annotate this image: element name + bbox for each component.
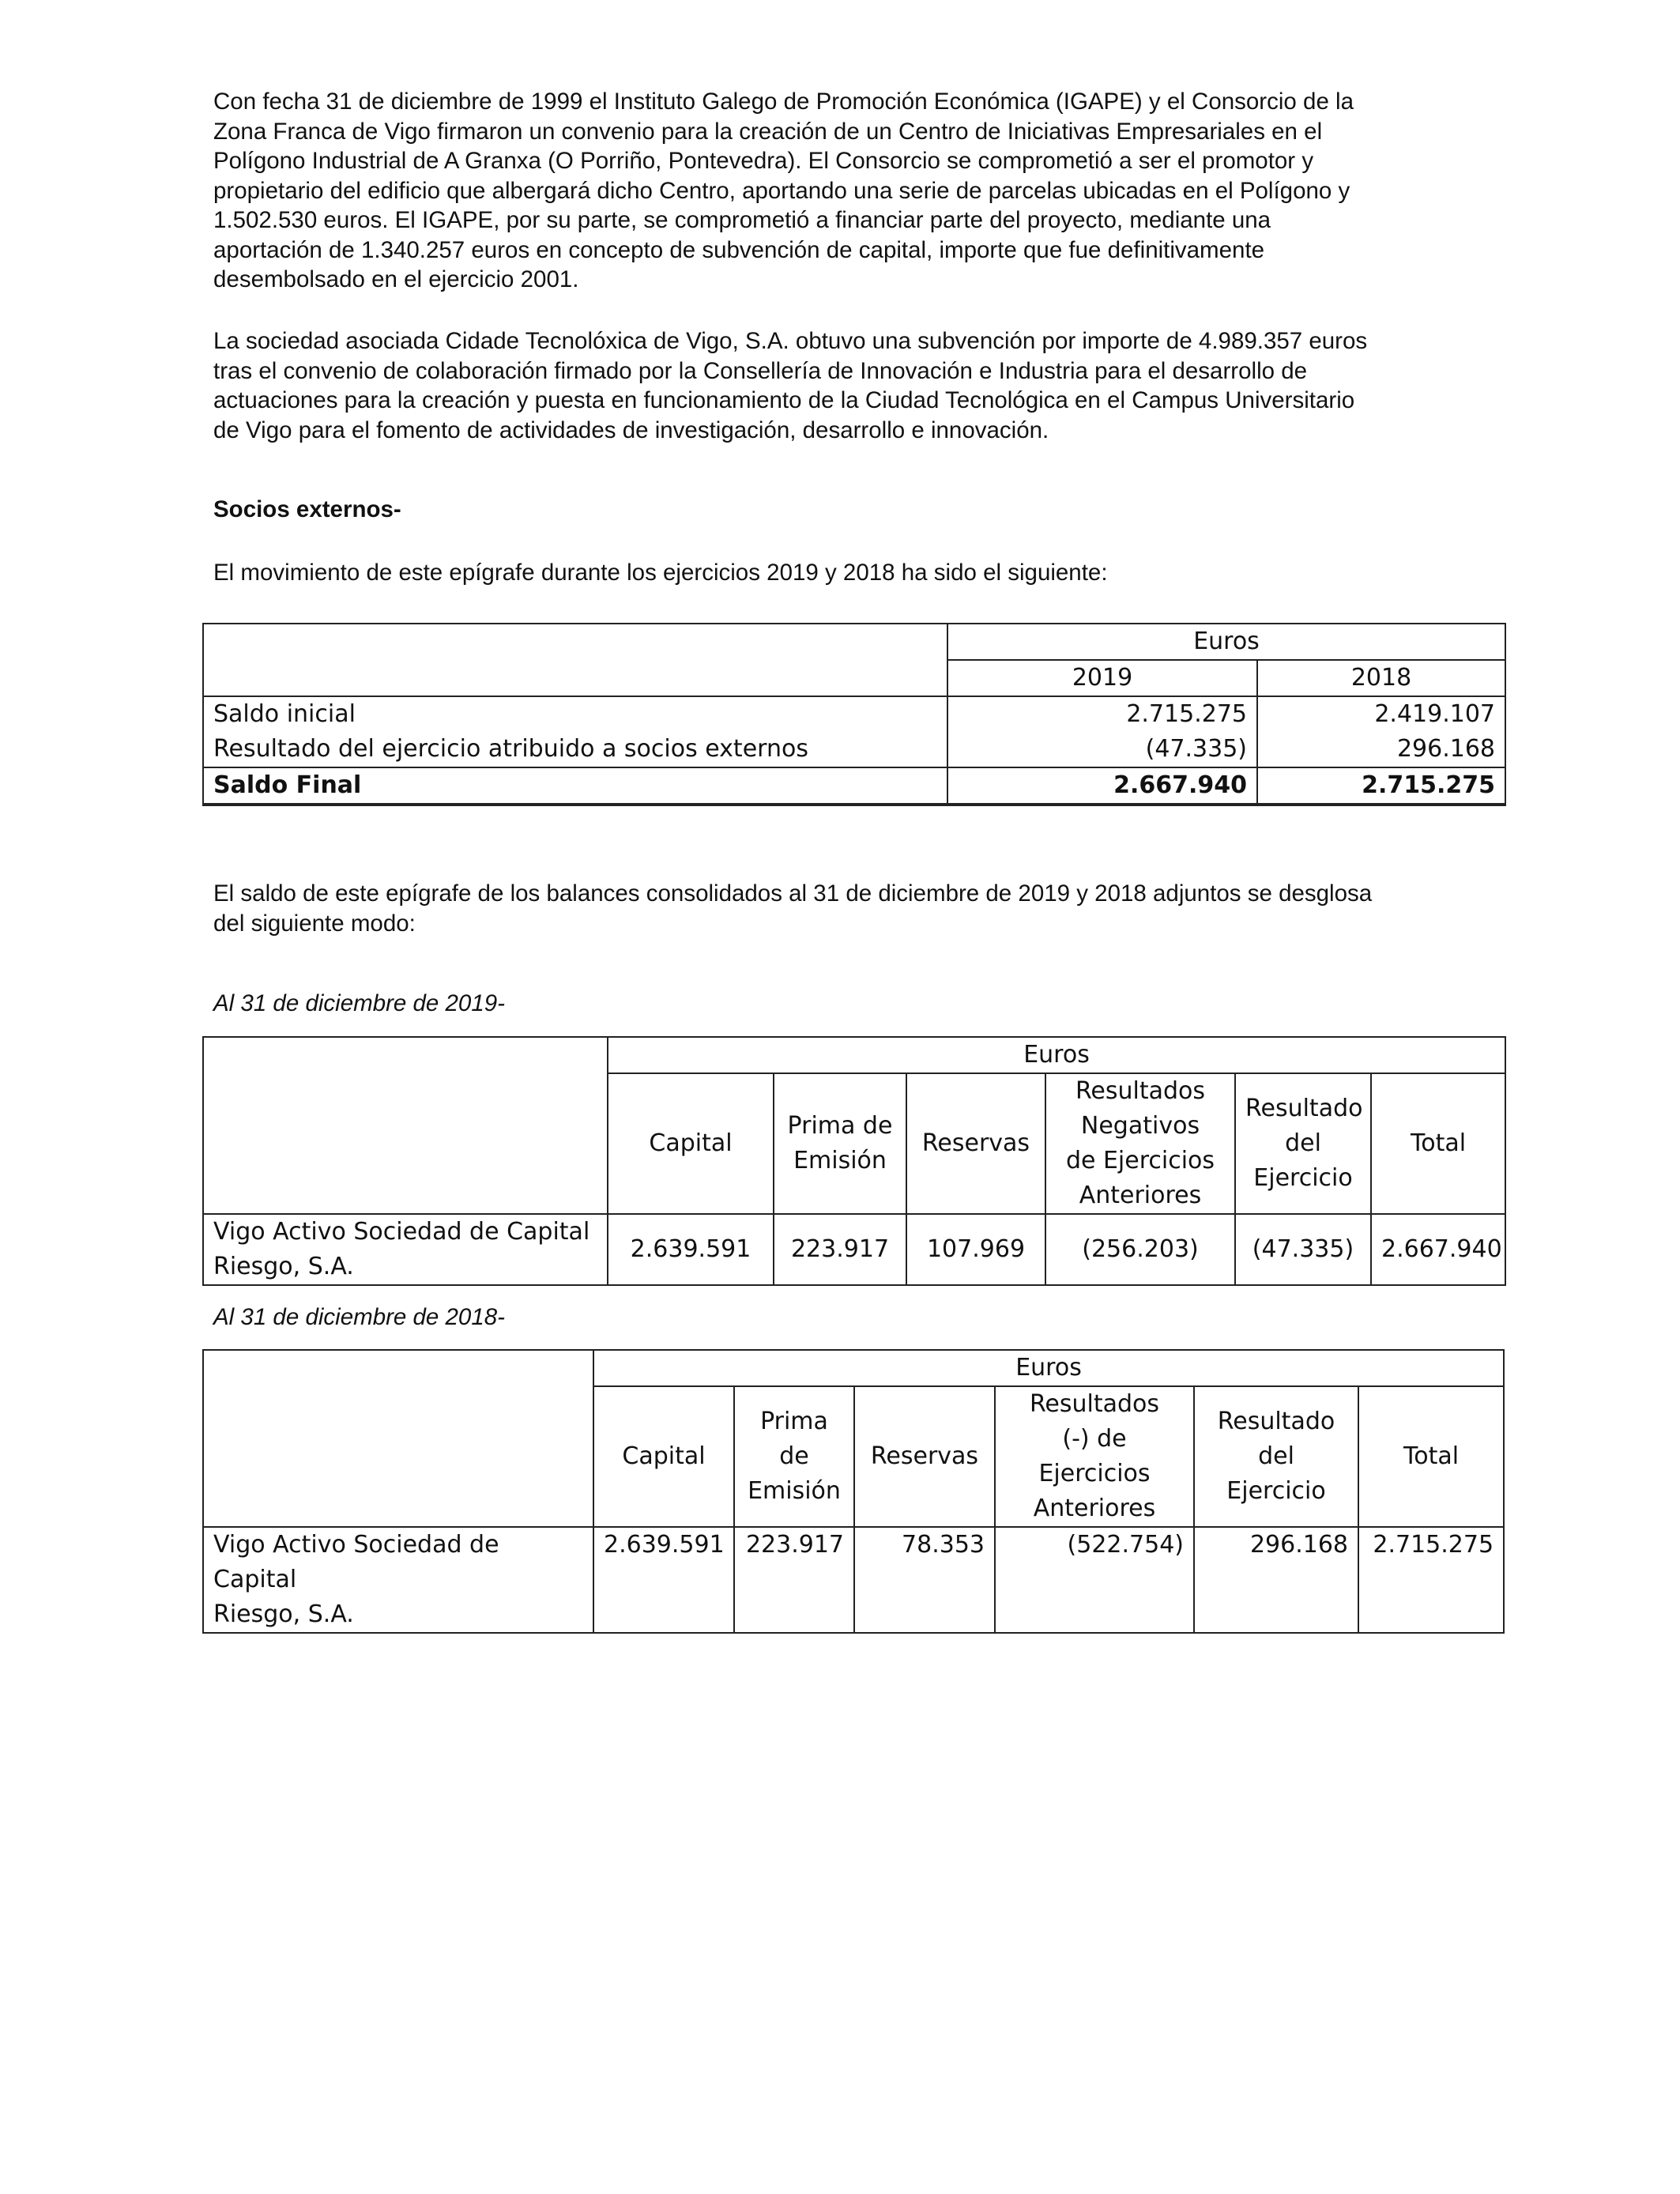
header-line: Resultados [1029,1390,1160,1418]
cell-capital: 2.639.591 [593,1527,734,1633]
header-line: Emisión [748,1477,841,1505]
table-header-empty [203,624,947,696]
text-line: Polígono Industrial de A Granxa (O Porriño, Pontevedra). El Consorcio se comprometió a ser el promotor y [213,148,1314,174]
total-label: Saldo Final [203,767,947,804]
header-year-2018: 2018 [1257,660,1505,696]
row-label [203,1527,593,1633]
cell-2019: (47.335) [947,732,1257,767]
cell-2018: 2.419.107 [1257,696,1505,732]
header-resultado-ejercicio [1235,1073,1371,1214]
text-line: El saldo de este epígrafe de los balances consolidados al 31 de diciembre de 2019 y 2018 adjuntos se desglosa [213,880,1373,907]
cell-2018: 296.168 [1257,732,1505,767]
table-row [203,696,1505,732]
paragraph-cidade-tecnoloxica [213,326,1494,445]
header-line: Ejercicio [1253,1164,1353,1192]
header-capital: Capital [593,1386,734,1527]
table-header-empty [203,1350,593,1527]
movement-intro: El movimiento de este epígrafe durante los ejercicios 2019 y 2018 ha sido el siguiente: [213,560,1108,586]
table-header-empty [203,1037,608,1214]
text-line: de Vigo para el fomento de actividades de investigación, desarrollo e innovación. [213,417,1049,443]
header-line: Resultados [1075,1077,1206,1105]
text-line: Zona Franca de Vigo firmaron un convenio para la creación de un Centro de Iniciativas Empresariales en el [213,118,1323,145]
header-line: Anteriores [1033,1495,1156,1522]
empty-cell [1257,804,1505,805]
header-reservas: Reservas [854,1386,995,1527]
header-total: Total [1358,1386,1504,1527]
text-line: del siguiente modo: [213,910,416,937]
header-resultados-negativos [1045,1073,1235,1214]
empty-cell [203,804,947,805]
cell-capital: 2.639.591 [608,1214,774,1285]
label-line: Riesgo, S.A. [213,1253,354,1280]
header-prima-emision [774,1073,906,1214]
row-label [203,1214,608,1285]
empty-row [203,804,1505,805]
text-line: actuaciones para la creación y puesta en funcionamiento de la Ciudad Tecnológica en el Campus Universitario [213,387,1355,413]
cell-resultado-ejercicio: (47.335) [1235,1214,1371,1285]
header-resultado-ejercicio [1194,1386,1358,1527]
header-line: de [779,1442,809,1470]
text-line: desembolsado en el ejercicio 2001. [213,266,579,292]
cell-total: 2.715.275 [1358,1527,1504,1633]
total-2018: 2.715.275 [1257,767,1505,804]
table-row [203,1527,1504,1633]
header-line: Prima de [787,1112,893,1140]
text-line: Con fecha 31 de diciembre de 1999 el Instituto Galego de Promoción Económica (IGAPE) y el Consorcio de la [213,89,1354,115]
section-heading: Socios externos- [213,496,401,522]
text-line: aportación de 1.340.257 euros en concepto de subvención de capital, importe que fue definitivamente [213,236,1265,263]
paragraph-igape-agreement [213,87,1494,295]
header-prima-emision [734,1386,854,1527]
header-capital: Capital [608,1073,774,1214]
row-label: Saldo inicial [203,696,947,732]
header-euros: Euros [593,1350,1504,1386]
text-line: tras el convenio de colaboración firmado por la Consellería de Innovación e Industria para el desarrollo de [213,357,1308,384]
header-year-2019: 2019 [947,660,1257,696]
label-line: Riesgo, S.A. [213,1600,354,1628]
table-row [203,732,1505,767]
row-label: Resultado del ejercicio atribuido a socios externos [203,732,947,767]
caption-2019: Al 31 de diciembre de 2019- [213,990,505,1016]
header-total: Total [1371,1073,1505,1214]
cell-2019: 2.715.275 [947,696,1257,732]
header-resultados-anteriores [995,1386,1194,1527]
label-line: Vigo Activo Sociedad de Capital [213,1531,499,1593]
table-row [203,1214,1505,1285]
text-line: propietario del edificio que albergará dicho Centro, aportando una serie de parcelas ubicadas en el Polígono y [213,177,1350,204]
caption-2018: Al 31 de diciembre de 2018- [213,1304,505,1330]
breakdown-table-2019 [202,1036,1506,1286]
header-euros: Euros [947,624,1505,660]
header-line: Anteriores [1079,1182,1202,1209]
header-line: (-) de Ejercicios [1038,1425,1151,1487]
header-line: Negativos [1080,1112,1200,1140]
header-line: de Ejercicios [1065,1147,1215,1174]
empty-cell [947,804,1257,805]
cell-total: 2.667.940 [1371,1214,1505,1285]
cell-resultados-negativos: (256.203) [1045,1214,1235,1285]
header-line: Resultado [1217,1408,1335,1435]
cell-resultado-ejercicio: 296.168 [1194,1527,1358,1633]
total-2019: 2.667.940 [947,767,1257,804]
header-euros: Euros [608,1037,1505,1073]
cell-resultados-anteriores: (522.754) [995,1527,1194,1633]
breakdown-table-2018 [202,1349,1505,1634]
total-row [203,767,1505,804]
header-reservas: Reservas [906,1073,1045,1214]
cell-reservas: 78.353 [854,1527,995,1633]
breakdown-intro [213,879,1494,938]
header-line: del [1258,1442,1294,1470]
cell-prima: 223.917 [774,1214,906,1285]
header-line: del [1285,1129,1321,1157]
movement-table [202,623,1506,806]
header-line: Ejercicio [1226,1477,1326,1505]
cell-reservas: 107.969 [906,1214,1045,1285]
header-line: Resultado [1245,1095,1363,1122]
text-line: La sociedad asociada Cidade Tecnolóxica de Vigo, S.A. obtuvo una subvención por importe de 4.989.357 euros [213,328,1368,354]
cell-prima: 223.917 [734,1527,854,1633]
header-line: Emisión [793,1147,887,1174]
text-line: 1.502.530 euros. El IGAPE, por su parte, se comprometió a financiar parte del proyecto, mediante una [213,207,1271,233]
header-line: Prima [760,1408,828,1435]
label-line: Vigo Activo Sociedad de Capital [213,1218,590,1246]
